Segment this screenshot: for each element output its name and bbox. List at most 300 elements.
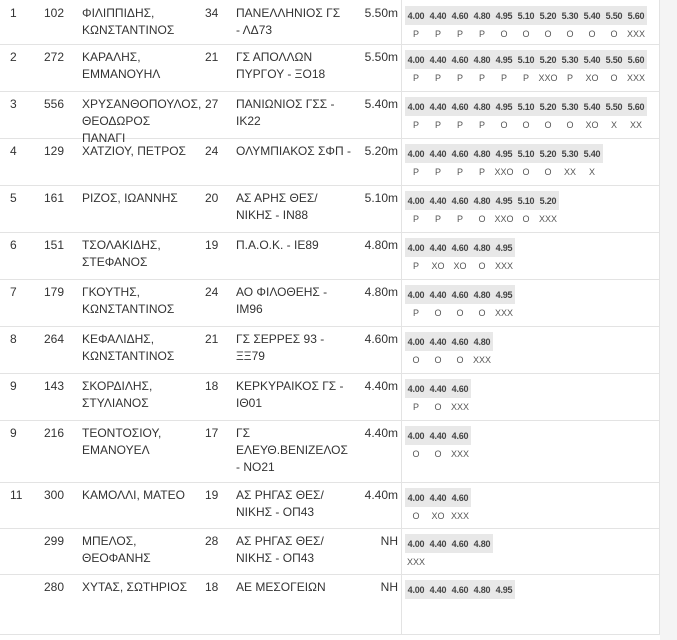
bar-height: 4.95 [495, 101, 513, 112]
result-row [0, 528, 660, 575]
club-line: ΝΙΚΗΣ - ΟΠ43 [236, 505, 315, 519]
athlete-name [82, 5, 192, 39]
birth-year-cell: 28 [205, 534, 219, 548]
attempt-result: O [566, 120, 574, 130]
attempt-result: O [544, 120, 552, 130]
athlete-name-line: ΤΕΟΝΤΟΣΙΟΥ, [82, 426, 162, 440]
bar-height: 4.80 [473, 289, 491, 300]
attempt-result: XO [453, 261, 467, 271]
attempt-result: P [412, 402, 419, 412]
club-line: ΑΣ ΡΗΓΑΣ ΘΕΣ/ [236, 534, 324, 548]
heights-row [405, 285, 515, 304]
athlete-name [82, 190, 192, 207]
bar-height: 4.95 [495, 289, 513, 300]
bar-height: 4.80 [473, 10, 491, 21]
bar-height: 4.60 [451, 195, 469, 206]
attempt-result: O [434, 355, 442, 365]
attempt-result: P [478, 120, 485, 130]
attempts-grid [405, 6, 647, 43]
athlete-name-line: ΚΩΝΣΤΑΝΤΙΝΟΣ [82, 23, 175, 37]
athlete-name-line: ΧΥΤΑΣ, ΣΩΤΗΡΙΟΣ [82, 580, 188, 594]
attempt-results-row [405, 398, 471, 416]
bar-height: 4.00 [407, 10, 425, 21]
club-line: ΚΕΡΚΥΡΑΙΚΟΣ ΓΣ - [236, 379, 344, 393]
heights-row [405, 144, 603, 163]
club-cell [236, 378, 360, 412]
mark-cell: 5.50m [364, 6, 398, 20]
athlete-name [82, 143, 192, 160]
attempt-results-row [405, 351, 493, 369]
club-cell [236, 331, 360, 365]
attempts-grid [405, 285, 515, 322]
club-line: - ΛΔ73 [236, 23, 273, 37]
attempts-grid [405, 534, 493, 571]
attempt-result: P [456, 29, 463, 39]
bar-height: 4.00 [407, 383, 425, 394]
club-cell [236, 425, 360, 476]
club-line: ΑΟ ΦΙΛΟΘΕΗΣ - [236, 285, 328, 299]
bar-height: 4.60 [451, 54, 469, 65]
bib-cell: 179 [44, 285, 65, 299]
attempts-grid [405, 238, 515, 275]
mark-cell: NH [380, 534, 398, 548]
bar-height: 5.20 [539, 101, 557, 112]
bib-cell: 272 [44, 50, 65, 64]
bib-cell: 161 [44, 191, 65, 205]
athlete-name-line: ΧΑΤΖΙΟΥ, ΠΕΤΡΟΣ [82, 144, 186, 158]
bar-height: 4.00 [407, 242, 425, 253]
attempt-results-row [405, 163, 603, 181]
heights-row [405, 191, 559, 210]
bar-height: 4.95 [495, 242, 513, 253]
bar-height: 5.20 [539, 195, 557, 206]
club-cell [236, 533, 360, 567]
column-divider [659, 326, 660, 373]
attempt-result: XXX [494, 308, 513, 318]
attempt-result: O [588, 29, 596, 39]
column-divider [401, 44, 402, 91]
attempts-grid [405, 332, 493, 369]
mark-cell: 5.50m [364, 50, 398, 64]
bar-height: 5.40 [583, 101, 601, 112]
club-line: ΕΛΕΥΘ.ΒΕΝΙΖΕΛΟΣ [236, 443, 348, 457]
attempt-result: O [412, 355, 420, 365]
column-divider [401, 185, 402, 232]
mark-cell: 4.40m [364, 379, 398, 393]
column-divider [401, 482, 402, 528]
bar-height: 4.00 [407, 195, 425, 206]
club-cell [236, 237, 360, 254]
attempt-result: O [478, 308, 486, 318]
club-line: Π.Α.Ο.Κ. - ΙΕ89 [236, 238, 319, 252]
athlete-name-line: ΣΚΟΡΔΙΛΗΣ, [82, 379, 153, 393]
attempt-result: XO [431, 511, 445, 521]
column-divider [659, 528, 660, 574]
club-line: ΓΣ ΑΠΟΛΛΩΝ [236, 50, 313, 64]
mark-cell: 4.80m [364, 285, 398, 299]
bib-cell: 143 [44, 379, 65, 393]
attempt-result: O [500, 29, 508, 39]
bar-height: 4.40 [429, 492, 447, 503]
club-line: ΝΙΚΗΣ - ΟΠ43 [236, 551, 315, 565]
result-row [0, 373, 660, 421]
rank-cell: 5 [10, 191, 17, 205]
athlete-name [82, 378, 192, 412]
bar-height: 4.60 [451, 10, 469, 21]
club-line: ΝΙΚΗΣ - ΙΝ88 [236, 208, 309, 222]
birth-year-cell: 34 [205, 6, 219, 20]
bar-height: 4.40 [429, 195, 447, 206]
attempts-grid [405, 144, 603, 181]
rank-cell: 9 [10, 379, 17, 393]
athlete-name-line: ΕΜΜΑΝΟΥΗΛ [82, 67, 161, 81]
attempts-grid [405, 426, 471, 463]
result-row [0, 44, 660, 92]
bar-height: 4.80 [473, 538, 491, 549]
column-divider [401, 232, 402, 279]
attempt-result: O [412, 511, 420, 521]
bar-height: 4.00 [407, 538, 425, 549]
attempt-result: O [456, 355, 464, 365]
attempt-results-row [405, 257, 515, 275]
bib-cell: 129 [44, 144, 65, 158]
athlete-name-line: ΦΙΛΙΠΠΙΔΗΣ, [82, 6, 155, 20]
result-row [0, 420, 660, 483]
bar-height: 4.40 [429, 336, 447, 347]
attempt-results-row [405, 69, 647, 87]
attempt-result: XO [585, 73, 599, 83]
birth-year-cell: 21 [205, 50, 219, 64]
bar-height: 4.40 [429, 242, 447, 253]
bar-height: 5.10 [517, 101, 535, 112]
bar-height: 4.95 [495, 148, 513, 159]
attempt-results-row [405, 507, 471, 525]
bar-height: 4.00 [407, 101, 425, 112]
attempt-result: P [412, 308, 419, 318]
column-divider [401, 326, 402, 373]
birth-year-cell: 18 [205, 379, 219, 393]
bar-height: 4.60 [451, 242, 469, 253]
athlete-name-line: ΕΜΑΝΟΥΕΛ [82, 443, 150, 457]
attempt-results-row [405, 445, 471, 463]
attempt-result: P [500, 73, 507, 83]
attempt-result: P [566, 73, 573, 83]
heights-row [405, 426, 471, 445]
bar-height: 4.95 [495, 10, 513, 21]
athlete-name-line: ΤΣΟΛΑΚΙΔΗΣ, [82, 238, 161, 252]
bar-height: 5.40 [583, 54, 601, 65]
attempt-result: XO [431, 261, 445, 271]
athlete-name-line: ΚΑΜΟΛΛΙ, ΜΑΤΕΟ [82, 488, 185, 502]
column-divider [659, 232, 660, 279]
bar-height: 4.95 [495, 584, 513, 595]
bar-height: 4.60 [451, 336, 469, 347]
bib-cell: 280 [44, 580, 65, 594]
heights-row [405, 332, 493, 351]
athlete-name-line: ΘΕΟΦΑΝΗΣ [82, 551, 151, 565]
attempt-result: P [478, 29, 485, 39]
bib-cell: 556 [44, 97, 65, 111]
athlete-name-line: ΣΤΕΦΑΝΟΣ [82, 255, 148, 269]
column-divider [401, 373, 402, 420]
club-cell [236, 5, 360, 39]
mark-cell: 5.10m [364, 191, 398, 205]
attempt-result: XXX [494, 261, 513, 271]
bar-height: 4.60 [451, 492, 469, 503]
bar-height: 4.80 [473, 148, 491, 159]
attempt-result: P [434, 29, 441, 39]
bar-height: 4.00 [407, 148, 425, 159]
bar-height: 4.60 [451, 538, 469, 549]
attempt-result: O [522, 120, 530, 130]
athlete-name-line: ΘΕΟΔΩΡΟΣ ΠΑΝΑΓΙ [82, 114, 151, 145]
bar-height: 4.40 [429, 10, 447, 21]
mark-cell: 4.40m [364, 426, 398, 440]
attempts-grid [405, 191, 559, 228]
club-cell [236, 487, 360, 521]
attempt-result: XXX [538, 214, 557, 224]
rank-cell: 8 [10, 332, 17, 346]
attempt-result: XXO [538, 73, 558, 83]
column-divider [659, 91, 660, 138]
club-line: ΑΣ ΑΡΗΣ ΘΕΣ/ [236, 191, 318, 205]
bar-height: 5.40 [583, 10, 601, 21]
attempt-results-row [405, 116, 647, 134]
athlete-name [82, 533, 192, 567]
column-divider [401, 574, 402, 634]
bar-height: 4.00 [407, 584, 425, 595]
bar-height: 5.10 [517, 195, 535, 206]
attempt-result: P [456, 73, 463, 83]
column-divider [659, 420, 660, 482]
bar-height: 5.60 [627, 101, 645, 112]
attempt-result: O [434, 402, 442, 412]
bar-height: 5.20 [539, 54, 557, 65]
attempt-result: XXX [472, 355, 491, 365]
attempt-result: O [478, 261, 486, 271]
attempt-result: XXO [494, 167, 514, 177]
club-line: ΙΘ01 [236, 396, 263, 410]
bar-height: 4.80 [473, 101, 491, 112]
attempt-result: O [412, 449, 420, 459]
result-row [0, 574, 660, 635]
bar-height: 5.50 [605, 101, 623, 112]
result-row [0, 326, 660, 374]
attempt-result: XXX [626, 29, 645, 39]
attempts-grid [405, 580, 515, 599]
athlete-name [82, 284, 192, 318]
birth-year-cell: 21 [205, 332, 219, 346]
bib-cell: 299 [44, 534, 65, 548]
attempt-result: P [456, 214, 463, 224]
birth-year-cell: 27 [205, 97, 219, 111]
attempt-result: P [412, 73, 419, 83]
attempt-result: P [456, 120, 463, 130]
mark-cell: 5.40m [364, 97, 398, 111]
attempt-result: O [610, 29, 618, 39]
bar-height: 4.40 [429, 148, 447, 159]
attempt-result: P [412, 167, 419, 177]
heights-row [405, 379, 471, 398]
bar-height: 4.40 [429, 383, 447, 394]
club-line: ΓΣ [236, 426, 251, 440]
bar-height: 4.60 [451, 101, 469, 112]
bar-height: 5.30 [561, 148, 579, 159]
club-line: ΠΑΝΙΩΝΙΟΣ ΓΣΣ - [236, 97, 335, 111]
result-row [0, 91, 660, 145]
club-cell [236, 579, 360, 596]
rank-cell: 2 [10, 50, 17, 64]
attempt-result: P [456, 167, 463, 177]
heights-row [405, 50, 647, 69]
bar-height: 4.40 [429, 584, 447, 595]
club-line: ΑΣ ΡΗΓΑΣ ΘΕΣ/ [236, 488, 324, 502]
bar-height: 4.80 [473, 242, 491, 253]
attempt-result: O [434, 308, 442, 318]
bar-height: 4.60 [451, 148, 469, 159]
attempt-result: P [412, 261, 419, 271]
heights-row [405, 6, 647, 25]
mark-cell: 4.60m [364, 332, 398, 346]
bar-height: 4.60 [451, 289, 469, 300]
bar-height: 5.20 [539, 148, 557, 159]
club-line: - ΝΟ21 [236, 460, 275, 474]
result-row [0, 0, 660, 45]
attempt-result: O [544, 167, 552, 177]
rank-cell: 9 [10, 426, 17, 440]
result-row [0, 232, 660, 280]
attempt-result: XXX [406, 557, 425, 567]
bar-height: 5.30 [561, 54, 579, 65]
attempt-result: P [434, 120, 441, 130]
attempt-result: X [610, 120, 617, 130]
attempt-result: P [478, 73, 485, 83]
bar-height: 4.95 [495, 54, 513, 65]
bar-height: 4.00 [407, 430, 425, 441]
column-divider [659, 373, 660, 420]
bar-height: 4.00 [407, 492, 425, 503]
bib-cell: 300 [44, 488, 65, 502]
bib-cell: 264 [44, 332, 65, 346]
club-line: ΟΛΥΜΠΙΑΚΟΣ ΣΦΠ - [236, 144, 351, 158]
attempt-result: O [610, 73, 618, 83]
bar-height: 5.50 [605, 54, 623, 65]
attempt-results-row [405, 553, 493, 571]
heights-row [405, 488, 471, 507]
attempt-result: P [412, 214, 419, 224]
mark-cell: 5.20m [364, 144, 398, 158]
athlete-name-line: ΓΚΟΥΤΗΣ, [82, 285, 140, 299]
heights-row [405, 238, 515, 257]
result-row [0, 279, 660, 327]
rank-cell: 1 [10, 6, 17, 20]
club-line: ΙΜ96 [236, 302, 263, 316]
bar-height: 4.40 [429, 289, 447, 300]
athlete-name-line: ΣΤΥΛΙΑΝΟΣ [82, 396, 149, 410]
bar-height: 4.80 [473, 584, 491, 595]
attempt-result: P [412, 120, 419, 130]
bar-height: 4.60 [451, 430, 469, 441]
birth-year-cell: 17 [205, 426, 219, 440]
column-divider [401, 279, 402, 326]
birth-year-cell: 24 [205, 285, 219, 299]
bar-height: 5.30 [561, 101, 579, 112]
attempts-grid [405, 50, 647, 87]
bib-cell: 151 [44, 238, 65, 252]
bar-height: 5.40 [583, 148, 601, 159]
bar-height: 4.40 [429, 54, 447, 65]
column-divider [659, 482, 660, 528]
attempt-result: XXX [450, 449, 469, 459]
bar-height: 4.60 [451, 383, 469, 394]
mark-cell: 4.40m [364, 488, 398, 502]
club-cell [236, 96, 360, 130]
club-cell [236, 49, 360, 83]
attempt-result: XX [563, 167, 576, 177]
club-line: ΞΞ79 [236, 349, 265, 363]
bar-height: 4.40 [429, 538, 447, 549]
athlete-name-line: ΡΙΖΟΣ, ΙΩΑΝΝΗΣ [82, 191, 178, 205]
bar-height: 4.80 [473, 336, 491, 347]
attempt-result: XXX [450, 511, 469, 521]
athlete-name-line: ΚΩΝΣΤΑΝΤΙΝΟΣ [82, 349, 175, 363]
column-divider [659, 574, 660, 634]
attempt-result: P [522, 73, 529, 83]
attempt-results-row [405, 304, 515, 322]
attempt-result: XXO [494, 214, 514, 224]
bar-height: 4.60 [451, 584, 469, 595]
attempt-result: P [434, 214, 441, 224]
column-divider [401, 91, 402, 138]
column-divider [401, 0, 402, 44]
attempts-grid [405, 488, 471, 525]
athlete-name-line: ΜΠΕΛΟΣ, [82, 534, 137, 548]
club-line: ΙΚ22 [236, 114, 261, 128]
attempt-result: XXX [626, 73, 645, 83]
club-cell [236, 143, 360, 160]
result-row [0, 482, 660, 529]
athlete-name [82, 331, 192, 365]
column-divider [401, 528, 402, 574]
attempts-grid [405, 379, 471, 416]
column-divider [659, 185, 660, 232]
attempt-result: O [566, 29, 574, 39]
column-divider [401, 420, 402, 482]
bar-height: 4.40 [429, 430, 447, 441]
attempt-result: XX [629, 120, 642, 130]
rank-cell: 6 [10, 238, 17, 252]
bar-height: 4.00 [407, 336, 425, 347]
column-divider [659, 44, 660, 91]
bar-height: 5.60 [627, 10, 645, 21]
attempt-result: O [522, 167, 530, 177]
athlete-name-line: ΚΑΡΑΛΗΣ, [82, 50, 141, 64]
bar-height: 5.30 [561, 10, 579, 21]
rank-cell: 11 [10, 488, 23, 502]
athlete-name [82, 49, 192, 83]
bar-height: 5.10 [517, 54, 535, 65]
athlete-name-line: ΚΕΦΑΛΙΔΗΣ, [82, 332, 155, 346]
athlete-name-line: ΚΩΝΣΤΑΝΤΙΝΟΣ [82, 302, 175, 316]
club-line: ΠΑΝΕΛΛΗΝΙΟΣ ΓΣ [236, 6, 341, 20]
mark-cell: 4.80m [364, 238, 398, 252]
athlete-name-line: ΧΡΥΣΑΝΘΟΠΟΥΛΟΣ, [82, 97, 202, 111]
birth-year-cell: 19 [205, 238, 219, 252]
club-line: ΓΣ ΣΕΡΡΕΣ 93 - [236, 332, 325, 346]
attempt-result: O [544, 29, 552, 39]
column-divider [401, 138, 402, 185]
bar-height: 4.80 [473, 54, 491, 65]
